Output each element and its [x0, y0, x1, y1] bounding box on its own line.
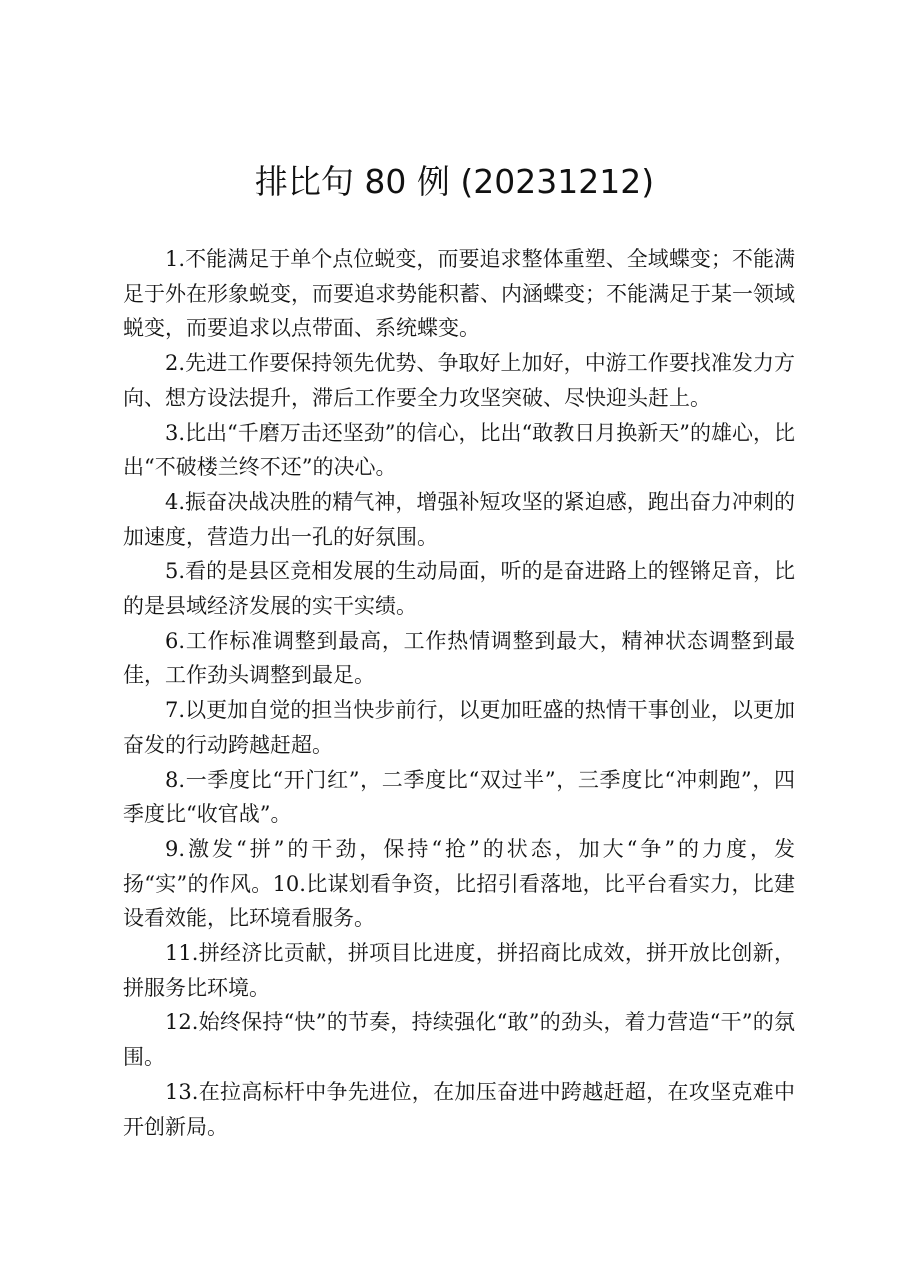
paragraph-5: 5.看的是县区竞相发展的生动局面，听的是奋进路上的铿锵足音，比的是县域经济发展的实干实绩。 — [123, 559, 795, 619]
paragraph-8: 8.一季度比“开门红”，二季度比“双过半”，三季度比“冲刺跑”，四季度比“收官战”。 — [123, 767, 795, 827]
paragraph-12: 12.始终保持“快”的节奏，持续强化“敢”的劲头，着力营造“干”的氛围。 — [123, 1010, 795, 1070]
document-body — [123, 242, 795, 1144]
paragraph-7: 7.以更加自觉的担当快步前行，以更加旺盛的热情干事创业，以更加奋发的行动跨越赶超。 — [123, 698, 795, 757]
paragraph-6: 6.工作标准调整到最高，工作热情调整到最大，精神状态调整到最佳，工作劲头调整到最足。 — [123, 628, 795, 688]
document-title: 排比句 80 例 (20231212) — [254, 162, 655, 201]
paragraph-1: 1.不能满足于单个点位蜕变，而要追求整体重塑、全域蝶变；不能满足于外在形象蜕变，而要追求势能积蓄、内涵蝶变；不能满足于某一领域蜕变，而要追求以点带面、系统蝶变。 — [123, 247, 795, 341]
paragraph-4: 4.振奋决战决胜的精气神，增强补短攻坚的紧迫感，跑出奋力冲刺的加速度，营造力出一孔的好氛围。 — [123, 489, 795, 549]
paragraph-3: 3.比出“千磨万击还坚劲”的信心，比出“敢教日月换新天”的雄心，比出“不破楼兰终不还”的决心。 — [123, 420, 795, 480]
paragraph-11: 11.拼经济比贡献，拼项目比进度，拼招商比成效，拼开放比创新，拼服务比环境。 — [123, 941, 795, 1000]
paragraph-9: 9.激发“拼”的干劲，保持“抢”的状态，加大“争”的力度，发扬“实”的作风。10.比谋划看争资，比招引看落地，比平台看实力，比建设看效能，比环境看服务。 — [123, 836, 795, 931]
paragraph-2: 2.先进工作要保持领先优势、争取好上加好，中游工作要找准发力方向、想方设法提升，滞后工作要全力攻坚突破、尽快迎头赶上。 — [123, 351, 795, 410]
paragraph-13: 13.在拉高标杆中争先进位，在加压奋进中跨越赶超，在攻坚克难中开创新局。 — [123, 1079, 795, 1139]
